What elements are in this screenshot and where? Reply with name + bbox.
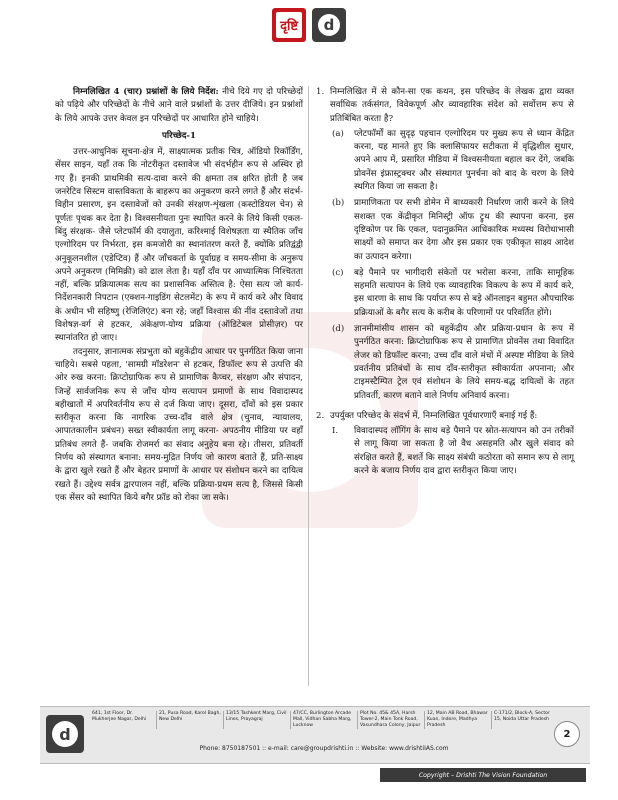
option-d xyxy=(330,323,574,403)
footer xyxy=(40,706,590,764)
drishti-logo-text: दृष्टि xyxy=(276,12,302,38)
address-item: C-171/2, Block-A, Sector 15, Noida Uttar Pradesh xyxy=(494,711,550,722)
option-a xyxy=(330,128,574,194)
header-logos xyxy=(0,8,618,48)
assumption-label: I. xyxy=(332,426,339,437)
d-logo xyxy=(312,8,346,42)
address-item: 641, 1st Floor, Dr. Mukherjee Nagar, Delhi xyxy=(90,711,157,729)
footer-d-logo xyxy=(46,715,84,753)
address-item: 12, Main AB Road, Bhawar Kuan, Indore, Madhya Pradesh xyxy=(425,711,492,729)
question-number: 1. xyxy=(316,87,325,97)
drishti-logo xyxy=(272,8,306,42)
address-item: 21, Pusa Road, Karol Bagh, New Delhi xyxy=(157,711,224,729)
address-list xyxy=(90,711,558,729)
left-column xyxy=(55,86,303,505)
question-1 xyxy=(316,86,574,406)
option-label: (b) xyxy=(332,198,345,209)
question-2 xyxy=(316,410,574,481)
option-label: (c) xyxy=(332,267,344,278)
option-b xyxy=(330,197,574,263)
instructions-heading: निम्नलिखित 4 (चार) प्रश्नांशों के लिये निर्देश: xyxy=(73,87,219,97)
address-item: 13/15 Tashkent Marg, Civil Lines, Prayagraj xyxy=(224,711,291,729)
address-item: 47/CC, Burlington Arcade Mall, Vidhan Sabha Marg, Lucknow xyxy=(291,711,358,729)
question-number: 2. xyxy=(316,410,325,421)
option-text: प्लेटफॉर्मों का सुदृढ़ पहचान एल्गोरिदम पर मुख्य रूप से ध्यान केंद्रित करना, यह मानते हुए कि क्लासिफायर सटीकता में वृद्धिशील सुधार, अपने आप में, प्रसारित मीडिया में विश्वसनीयता बहाल कर देंगे, जबकि प्रोवनेंस इंफ्रास्ट्रक्चर और संस्थागत पुनर्चना को बाद के चरण के लिये स्थगित किया जा सकता है। xyxy=(354,128,574,193)
option-text: प्रामाणिकता पर सभी डोमेन में बाध्यकारी निर्धारण जारी करने के लिये सशक्त एक केंद्रीकृत मिनिस्ट्री ऑफ ट्रुथ की स्थापना करना, इस दृष्टिकोण पर कि एकल, पदानुक्रमित आधिकारिक मध्यस्थ विरोधाभासी साक्ष्यों को समाप्त कर देगा और इस प्रकार एक एकीकृत साक्ष्य आदेश का उत्पादन करेगा। xyxy=(354,198,574,262)
assumption-1 xyxy=(330,425,574,478)
option-text: ज्ञानमीमांसीय शासन को बहुकेंद्रीय और प्रक्रिया-प्रधान के रूप में पुनर्गठित करना: क्रिप्टोग्राफिक रूप से प्रामाणित प्रोवनेंस तथा विवादित लेजर को डिफॉल्ट करना; उच्च दाँव वाले मंचों में अस्पष्ट मीडिया के लिये प्रवर्तनीय प्रतिबंधों के साथ दाँव-स्तरीकृत स्वीकार्यता अपनाना; और टाइमस्टैम्पित ट्रेल एवं संशोधन के लिये समय-बद्ध दायित्वों के तहत प्रतिवर्ती, कारण बताने वाले निर्णय अनिवार्य करना। xyxy=(354,324,574,401)
passage-paragraph-2: तदनुसार, ज्ञानात्मक संप्रभुता को बहुकेंद्रीय आधार पर पुनर्गठित किया जाना चाहिये। सबसे पहला, 'सामग्री मॉडरेशन' से हटकर, डिफॉल्ट रूप से उत्पत्ति की ओर रुख करना: क्रिप्टोग्राफिक रूप से प्रामाणिक कैप्चर, संरक्षण और संपादन, जिन्हें सार्वजनिक रूप से जाँच योग्य सत्यापन प्रमाणों के साथ विवादास्पद बहीखातों में अपरिवर्तनीय रूप से दर्ज किया जाए। दूसरा, दाँवों को इस प्रकार स्तरीकृत करना कि नागरिक उच्च-दाँव वाले क्षेत्र (चुनाव, न्यायालय, आपातकालीन प्रबंधन) सख्त स्वीकार्यता लागू करना- अपठनीय मीडिया पर वहाँ प्रतिबंध लगते हैं- जबकि रोजमर्रा का संवाद अनुहेय बना रहे। तीसरा, प्रतिवर्ती निर्णय को संस्थागत बनाना: समय-मुद्रित निर्णय जो कारण बताते हैं, प्रति-साक्ष्य के द्वारा खुले रखते हैं और बेहतर प्रमाणों के आधार पर संशोधन करने का दायित्व रखते हैं। उद्देश्य सर्वत्र द्वारपालन नहीं, बल्कि प्रक्रिया-प्रथम सत्य है, जिससे किसी एक सेंसर को स्थापित किये बगैर फ्रॉड को रोका जा सके। xyxy=(55,346,303,503)
option-text: बड़े पैमाने पर भागीदारी संकेतों पर भरोसा करना, ताकि सामूहिक सहमति सत्यापन के लिये एक व्यावहारिक विकल्प के रूप में कार्य करे, इस धारणा के साथ कि पर्याप्त रूप से बड़े ऑनलाइन बहुमत औपचारिक प्रक्रियाओं के बगैर सत्य के करीब के परिणामों पर परिवर्तित होंगे। xyxy=(354,267,574,318)
right-column xyxy=(316,86,574,485)
instructions xyxy=(55,86,303,126)
copyright-banner: Copyright – Drishti The Vision Foundation xyxy=(380,768,586,782)
question-text: उपर्युक्त परिच्छेद के संदर्भ में, निम्नलिखित पूर्वधारणाएँ बनाई गई हैं: xyxy=(330,410,538,421)
passage-paragraph-1: उत्तर-आधुनिक सूचना-क्षेत्र में, साक्ष्यात्मक प्रतीक चित्र, ऑडियो रिकॉर्डिंग, सेंसर साइन, यहाँ तक कि नोटरीकृत दस्तावेज भी संदर्भहीन रूप से अस्थिर हो गए हैं। इनकी प्राथमिकी सत्य-दावा करने की क्षमता तब क्षरित होती है जब जनरेटिव सिस्टम वास्तविकता के बाहरूप का अनुकरण करने लगते हैं और संदर्भ-विहीन प्रसारण, इन दस्तावेजों को उनकी संरक्षण-शृंखला (कस्टोडियल चेन) से पूर्णतः पृथक कर देता है। विश्वसनीयता पुनः स्थापित करने के लिये किसी एकल-बिंदु संरक्षक- जैसे प्लेटफॉर्म की दयालुता, करिश्माई विशेषज्ञता या स्थैतिक जाँच एल्गोरिदम पर निर्भरता, इस कमजोरी का स्थानांतरण करते हैं, क्योंकि प्रतिद्वंद्वी अनुकूलनशील (एडेप्टिव) हैं और जाँचकर्ता के पूर्वाग्रह व समय-सीमा के अनुरूप अपने अनुकरण (मिमिक्री) को ढाल लेता है। यहाँ दाँव पर आध्यात्मिक निश्चितता नहीं, बल्कि प्रक्रियात्मक सत्य का प्रशासनिक अस्तित्व है: ऐसा सत्य जो कार्य-निर्देशनकारी निपटान (एक्शन-गाइडिंग सेटलमेंट) के रूप में कार्य करे और विवाद के अधीन भी सहिष्णु (रेजिलिएंट) बना रहे; जहाँ विश्वास की नींव दस्तावेजों तथा विशेषज्ञ-वर्ग से हटकर, अंकेक्षण-योग्य प्रक्रिया (ऑडिटेबल प्रोसीज़र) पर स्थानांतरित हो जाए। xyxy=(55,147,303,344)
contact-line: Phone: 8750187501 :: e-mail: care@groupdrishti.in :: Website: www.drishtiIAS.com xyxy=(199,745,449,752)
instructions-body: नीचे दिये गए दो परिच्छेदों को पढ़िये और परिच्छेदों के नीचे आने वाले प्रश्नांशों के उत्तर दीजिये। इन प्रश्नांशों के लिये आपके उत्तर केवल इन परिच्छेदों पर आधारित होने चाहिये। xyxy=(55,87,303,124)
column-divider xyxy=(308,86,309,686)
question-text: निम्नलिखित में से कौन-सा एक कथन, इस परिच्छेद के लेखक द्वारा व्यक्त सर्वाधिक तर्कसंगत, विवेकपूर्ण और व्यावहारिक संदेश को सर्वोत्तम रूप से प्रतिबिंबित करता है? xyxy=(330,87,574,124)
footer-d-logo-text: d xyxy=(52,721,78,747)
option-label: (a) xyxy=(332,128,344,139)
d-logo-text: d xyxy=(318,14,340,36)
page-number: 2 xyxy=(554,721,580,747)
option-c xyxy=(330,267,574,320)
address-item: Plot No. 45& 45A, Harsh Tower-2, Main Tonk Road, Vasundhara Colony, Jaipur xyxy=(358,711,425,729)
passage-heading: परिच्छेद-1 xyxy=(162,130,196,141)
assumption-text: विवादास्पद लॉगिंग के साथ बड़े पैमाने पर स्रोत-सत्यापन को उन तरीकों से लागू किया जा सकता है जो वैध असहमति और खुले संवाद को संरक्षित करते हैं, बशर्ते कि साक्ष्य संबंधी कठोरता को समान रूप से लागू करने के बजाय निर्णय दाव द्वारा स्तरीकृत किया जाए। xyxy=(354,426,574,477)
option-label: (d) xyxy=(332,324,345,335)
